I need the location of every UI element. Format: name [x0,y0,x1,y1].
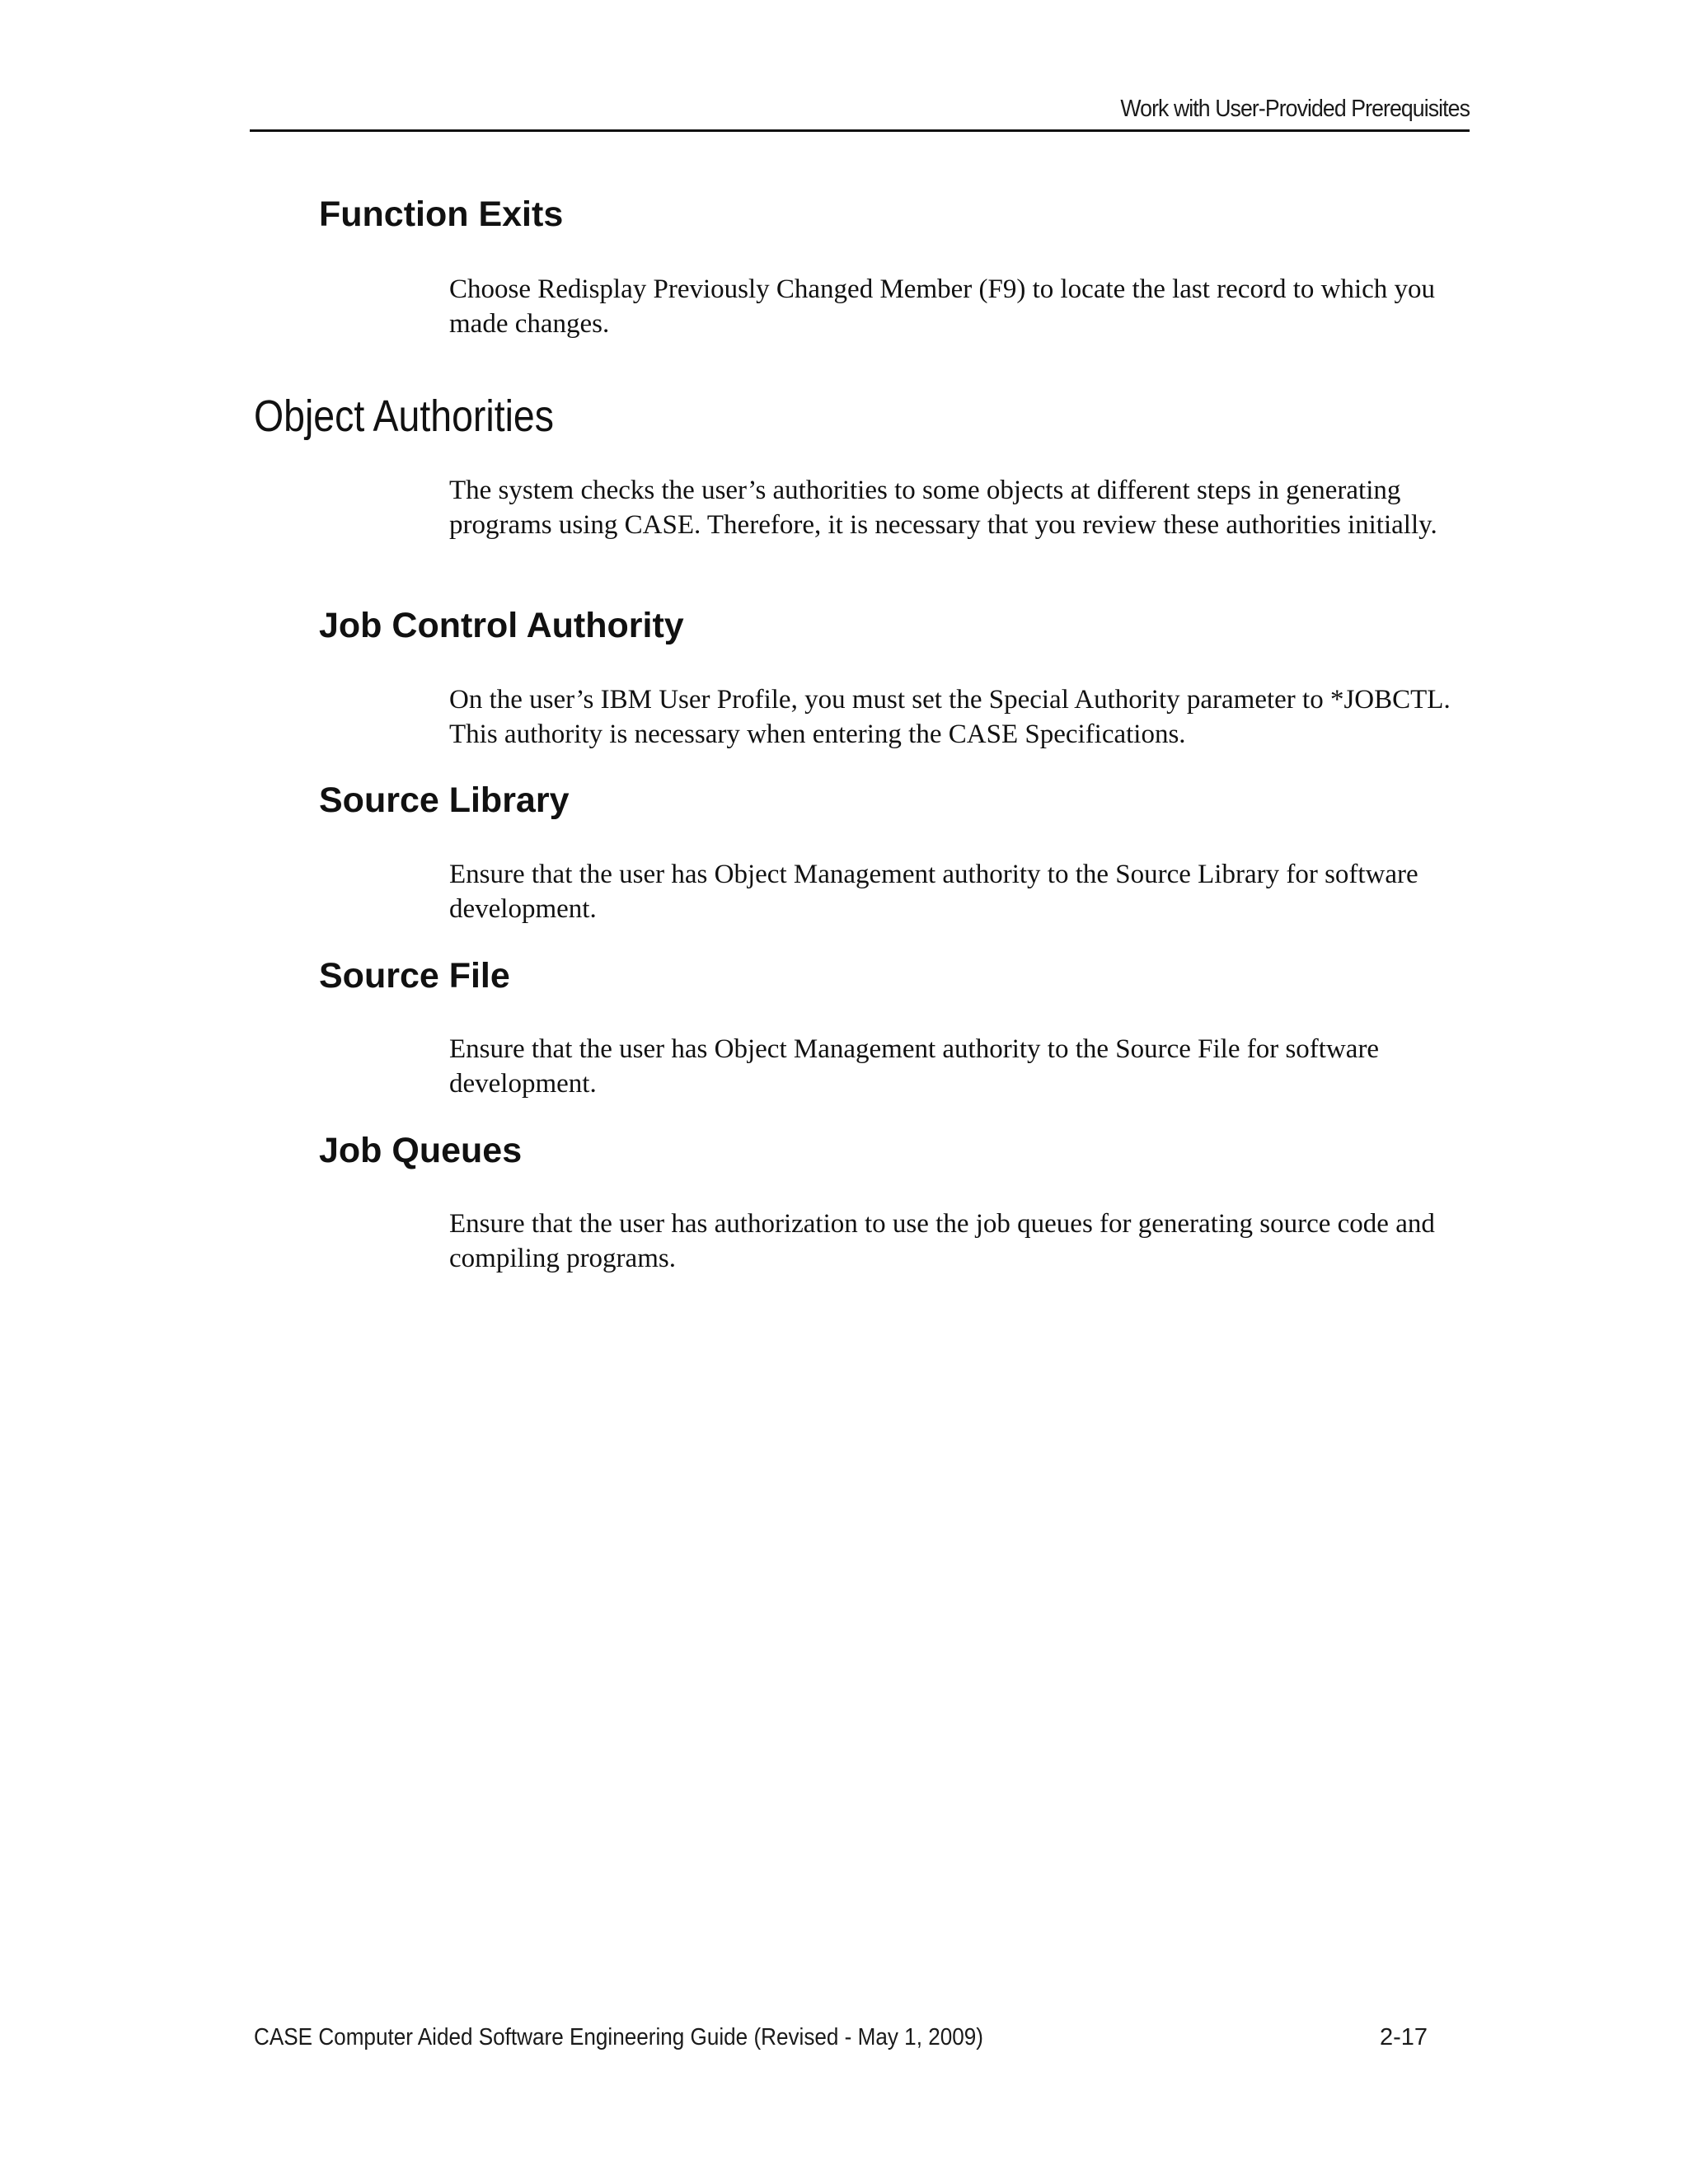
heading-job-control-authority: Job Control Authority [319,606,684,645]
heading-function-exits: Function Exits [319,194,564,234]
paragraph-source-file: Ensure that the user has Object Management authority to the Source File for software development. [449,1034,1380,1099]
running-header: Work with User-Provided Prerequisites [1120,96,1470,122]
paragraph-job-control-authority: On the user’s IBM User Profile, you must set the Special Authority parameter to *JOBCTL. This authority is necessary when entering the CASE Specifications. [449,685,1451,749]
heading-job-queues: Job Queues [319,1131,523,1170]
footer-page-number: 2-17 [1379,2024,1428,2050]
header-rule [250,129,1470,132]
paragraph-function-exits: Choose Redisplay Previously Changed Member (F9) to locate the last record to which you made changes. [449,274,1436,339]
paragraph-object-authorities: The system checks the user’s authorities to some objects at different steps in generating programs using CASE. Therefore, it is necessary that you review these authorities initially. [449,476,1437,540]
paragraph-job-queues: Ensure that the user has authorization to use the job queues for generating source code and compiling programs. [449,1209,1435,1273]
heading-source-file: Source File [319,956,510,996]
heading-object-authorities: Object Authorities [254,391,554,441]
footer-document-title: CASE Computer Aided Software Engineering Guide (Revised - May 1, 2009) [254,2024,983,2050]
paragraph-source-library: Ensure that the user has Object Management authority to the Source Library for software development. [449,860,1418,924]
heading-source-library: Source Library [319,780,570,820]
